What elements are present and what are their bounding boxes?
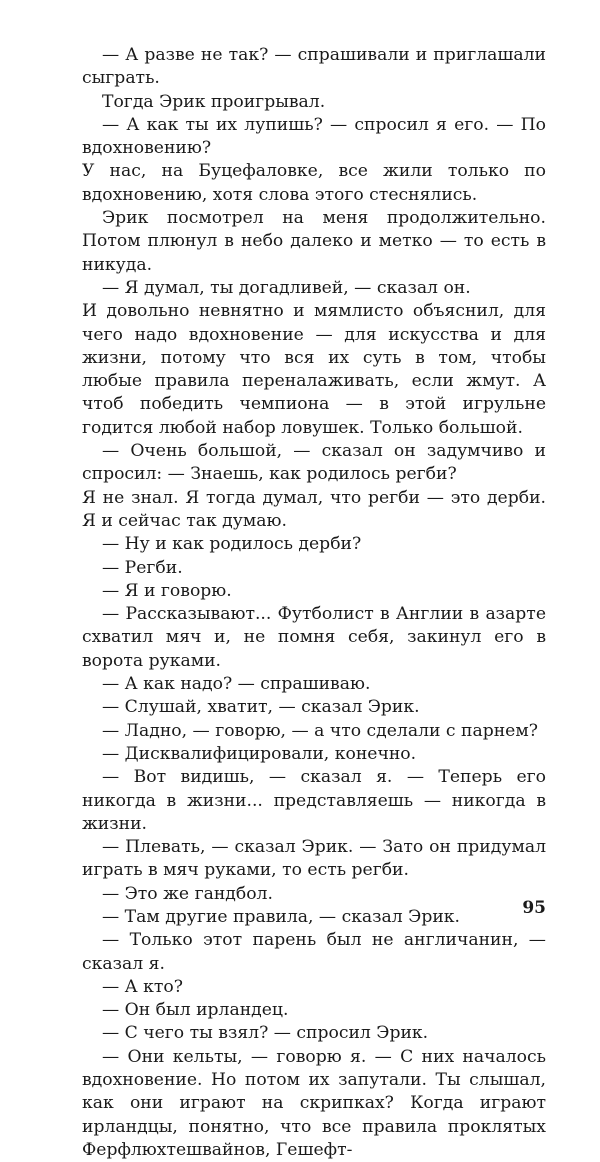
paragraph-20: — Это же гандбол. [102,883,273,904]
book-page [82,44,546,1162]
paragraph-9: Я не знал. Я тогда думал, что регби — это дерби. Я и сейчас так думаю. [82,487,546,531]
paragraph-2: Тогда Эрик проигрывал. [102,91,326,112]
paragraph-12: — Я и говорю. [102,580,232,601]
paragraph-13: — Рассказывают... Футболист в Англии в азарте схватил мяч и, не помня себя, закинул его в ворота руками. [82,604,546,671]
paragraph-21: — Там другие правила, — сказал Эрик. [102,906,461,927]
paragraph-15: — Слушай, хватит, — сказал Эрик. [102,697,420,718]
paragraph-5: Эрик посмотрел на меня продолжительно. Потом плюнул в небо далеко и метко — то есть в никуда. [82,208,546,275]
paragraph-1: — А разве не так? — спрашивали и приглашали сыграть. [82,45,546,89]
paragraph-11: — Регби. [102,557,183,578]
paragraph-17: — Дисквалифицировали, конечно. [102,743,417,764]
paragraph-10: — Ну и как родилось дерби? [102,534,362,555]
paragraph-24: — Он был ирландец. [102,1000,289,1021]
paragraph-8: — Очень большой, — сказал он задумчиво и спросил: — Знаешь, как родилось регби? [82,441,546,485]
paragraph-25: — С чего ты взял? — спросил Эрик. [102,1023,429,1044]
paragraph-23: — А кто? [102,976,183,997]
paragraph-6: — Я думал, ты догадливей, — сказал он. [102,277,471,298]
paragraph-4: У нас, на Буцефаловке, все жили только по вдохновению, хотя слова этого стеснялись. [82,161,546,205]
paragraph-19: — Плевать, — сказал Эрик. — Зато он придумал играть в мяч руками, то есть регби. [82,837,546,881]
paragraph-3: — А как ты их лупишь? — спросил я его. — По вдохновению? [82,114,546,159]
page-number: 95 [522,898,546,918]
paragraph-26: — Они кельты, — говорю я. — С них началось вдохновение. Но потом их запутали. Ты слышал, как они играют на скрипках? Когда играют ирландцы, понятно, что все правила проклятых Ферфлюхтешвайнов, Гешефт- [82,1046,546,1160]
paragraph-18: — Вот видишь, — сказал я. — Теперь его никогда в жизни... представляешь — никогда в жизни. [82,767,546,834]
paragraph-14: — А как надо? — спрашиваю. [102,674,371,695]
paragraph-16: — Ладно, — говорю, — а что сделали с парнем? [102,720,538,741]
paragraph-22: — Только этот парень был не англичанин, — сказал я. [82,930,546,974]
paragraph-7: И довольно невнятно и мямлисто объяснил, для чего надо вдохновение — для искусства и для жизни, потому что вся их суть в том, чтобы любые правила переналаживать, если жмут. А чтоб победить чемпиона — в этой игрульне годится любой набор ловушек. Только большой. [82,301,546,438]
